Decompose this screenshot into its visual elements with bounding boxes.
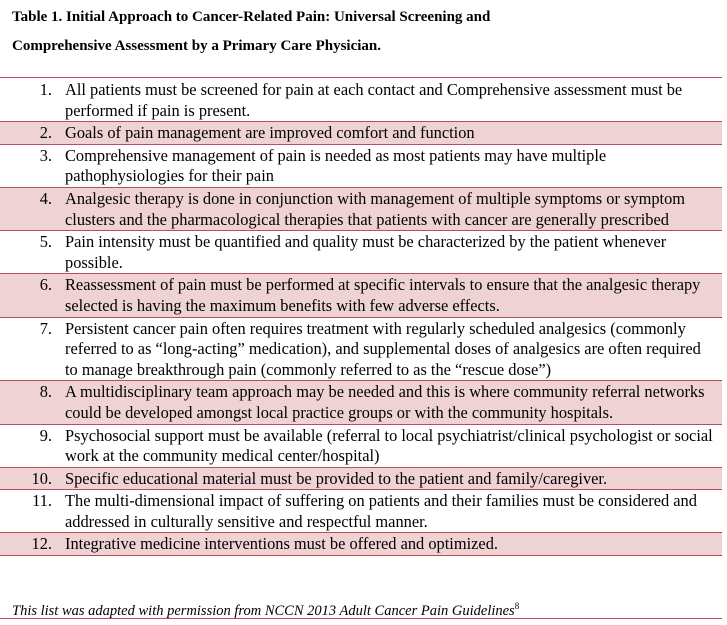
table-row-6	[0, 273, 722, 317]
recommendation-table	[0, 79, 722, 556]
row-number: 7.	[39, 318, 52, 338]
row-number: 9.	[39, 425, 52, 445]
row-text: Integrative medicine interventions must be offered and optimized.	[65, 534, 498, 554]
table-row-5	[0, 231, 722, 273]
footnote-text: This list was adapted with permission from NCCN 2013 Adult Cancer Pain Guidelines	[12, 602, 515, 619]
table-caption-line-1: Table 1. Initial Approach to Cancer-Related Pain: Universal Screening and	[12, 9, 491, 25]
table-top-rule	[0, 77, 722, 78]
table-row-3	[0, 145, 722, 187]
table-row-11	[0, 490, 722, 532]
row-text: Goals of pain management are improved comfort and function	[65, 123, 475, 143]
row-number: 6.	[39, 275, 52, 295]
row-text: Persistent cancer pain often requires treatment with regularly scheduled analgesics (commonly referred to as “long-acting” medication), and supplemental doses of analgesics are often required to manage breakthrough pain (commonly referred to as the “rescue dose”)	[65, 318, 701, 379]
row-number: 8.	[39, 382, 52, 402]
table-row-2	[0, 121, 722, 145]
row-text: Specific educational material must be provided to the patient and family/caregiver.	[65, 468, 608, 488]
row-number: 2.	[39, 123, 52, 143]
table-bottom-rule	[0, 618, 722, 619]
row-number: 4.	[39, 188, 52, 208]
table-row-7	[0, 318, 722, 381]
row-number: 11.	[32, 491, 52, 511]
row-text: Comprehensive management of pain is needed as most patients may have multiple pathophysiologies for their pain	[65, 145, 607, 186]
row-number: 1.	[39, 80, 52, 99]
table-row-10	[0, 467, 722, 491]
row-text: All patients must be screened for pain at each contact and Comprehensive assessment must be performed if pain is present.	[65, 80, 683, 120]
row-number: 3.	[39, 145, 52, 165]
table-row-1	[0, 79, 722, 121]
row-text: The multi-dimensional impact of suffering on patients and their families must be considered and addressed in culturally sensitive and respectful manner.	[65, 491, 697, 531]
row-text: Reassessment of pain must be performed at specific intervals to ensure that the analgesic therapy selected is having the maximum benefits with few adverse effects.	[65, 275, 701, 315]
row-number: 5.	[39, 232, 52, 252]
table-row-8	[0, 380, 722, 424]
table-caption	[12, 3, 717, 61]
table-footnote	[12, 597, 519, 620]
row-text: Analgesic therapy is done in conjunction with management of multiple symptoms or symptom clusters and the pharmacological therapies that patients with cancer are generally prescribed	[65, 188, 686, 229]
row-number: 10.	[31, 468, 52, 488]
row-text: Psychosocial support must be available (referral to local psychiatrist/clinical psychologist or social work at the community medical center/hospital)	[65, 425, 713, 466]
table-caption-line-2: Comprehensive Assessment by a Primary Care Physician.	[12, 38, 382, 54]
row-text: A multidisciplinary team approach may be needed and this is where community referral networks could be developed amongst local practice groups or with the community hospitals.	[65, 382, 705, 422]
footnote-reference: 8	[514, 601, 520, 611]
table-row-12	[0, 532, 722, 556]
table-row-4	[0, 187, 722, 231]
row-text: Pain intensity must be quantified and quality must be characterized by the patient whenever possible.	[65, 232, 667, 272]
table-row-9	[0, 425, 722, 467]
row-number: 12.	[31, 534, 52, 554]
